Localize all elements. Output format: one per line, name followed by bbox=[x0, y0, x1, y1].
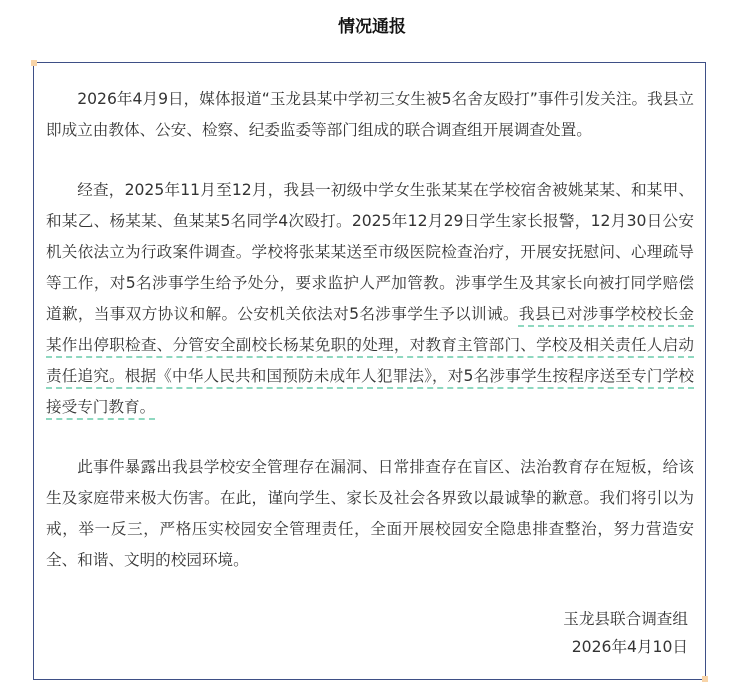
notice-body bbox=[46, 84, 694, 576]
highlighted-text: 我县已对涉事学校校长金某作出停职检查、分管安全副校长杨某免职的处理，对教育主管部门、学校及相关责任人启动责任追究。根据《中华人民共和国预防未成年人犯罪法》，对5名涉事学生按程序送至专门学校接受专门教育。 bbox=[46, 305, 694, 416]
corner-decoration-top-left bbox=[31, 60, 37, 66]
paragraph-3: 此事件暴露出我县学校安全管理存在漏洞、日常排查存在盲区、法治教育存在短板，给该生及家庭带来极大伤害。在此，谨向学生、家长及社会各界致以最诚挚的歉意。我们将引以为戒，举一反三，严格压实校园安全管理责任，全面开展校园安全隐患排查整治，努力营造安全、和谐、文明的校园环境。 bbox=[46, 458, 694, 569]
signature-block bbox=[46, 605, 694, 661]
page-title: 情况通报 bbox=[338, 17, 406, 37]
paragraph-2-text: 经查，2025年11月至12月，我县一初级中学女生张某某在学校宿舍被姚某某、和某甲、和某乙、杨某某、鱼某某5名同学4次殴打。2025年12月29日学生家长报警，12月30日公安机关依法立为行政案件调查。学校将张某某送至市级医院检查治疗，开展安抚慰问、心理疏导等工作，对5名涉事学生给予处分，要求监护人严加管教。涉事学生及其家长向被打同学赔偿道歉，当事双方协议和解。公安机关依法对5名涉事学生予以训诫。 bbox=[46, 181, 694, 323]
paragraph-1: 2026年4月9日，媒体报道“玉龙县某中学初三女生被5名舍友殴打”事件引发关注。我县立即成立由教体、公安、检察、纪委监委等部门组成的联合调查组开展调查处置。 bbox=[46, 90, 694, 139]
corner-decoration-bottom-right bbox=[702, 676, 708, 682]
signature-org: 玉龙县联合调查组 bbox=[563, 610, 688, 628]
notice-frame bbox=[33, 62, 706, 680]
paragraph-2 bbox=[46, 175, 694, 423]
signature-date: 2026年4月10日 bbox=[571, 638, 688, 656]
